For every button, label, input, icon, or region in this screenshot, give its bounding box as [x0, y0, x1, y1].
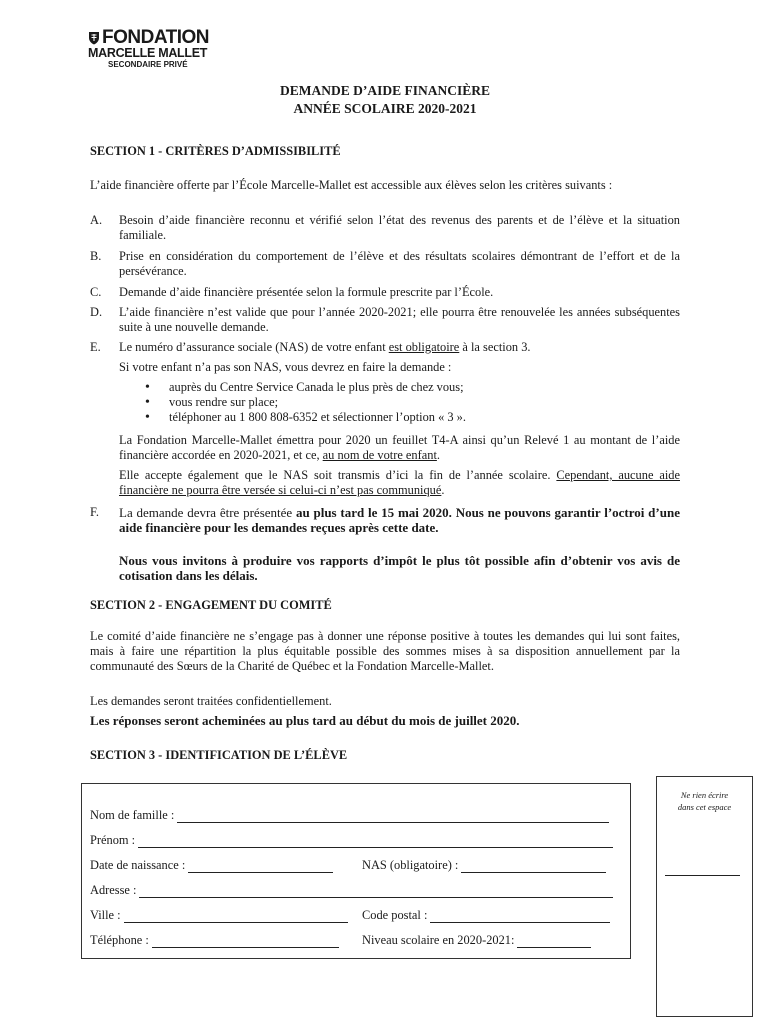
criterion-text: Demande d’aide financière présentée selon la formule prescrite par l’École.: [119, 285, 494, 299]
criterion-label: C.: [90, 285, 102, 299]
student-identification-form: [81, 783, 631, 959]
telephone-label: Téléphone :: [90, 933, 149, 947]
office-use-note: [657, 789, 752, 813]
confidential-note: Les demandes seront traitées confidentiellement.: [90, 694, 332, 708]
list-item: • téléphoner au 1 800 808-6352 et sélectionner l’option « 3 ».: [145, 410, 675, 425]
criterion-e-text-end: à la section 3.: [459, 340, 531, 354]
criterion-label: B.: [90, 249, 102, 263]
list-item: • auprès du Centre Service Canada le plus près de chez vous;: [145, 380, 675, 395]
shield-icon: [88, 31, 100, 45]
t4-emphasis: au nom de votre enfant: [322, 448, 437, 462]
criterion-text: Besoin d’aide financière reconnu et vérifié selon l’état des revenus des parents et de l’élève et la situation familiale.: [119, 213, 680, 242]
section-1-intro: L’aide financière offerte par l’École Marcelle-Mallet est accessible aux élèves selon les critères suivants :: [90, 178, 613, 192]
prenom-row: [90, 833, 613, 848]
nas-accept-paragraph: [119, 468, 680, 498]
office-use-box: [656, 776, 753, 1017]
logo-subtitle: MARCELLE MALLET: [88, 46, 208, 60]
ville-row: [90, 908, 348, 923]
criterion-text: [119, 340, 680, 355]
criterion-text: Prise en considération du comportement de l’élève et des résultats scolaires démontrant de l’effort et de la persévérance.: [119, 249, 680, 278]
prenom-label: Prénom :: [90, 833, 136, 847]
nom-label: Nom de famille :: [90, 808, 175, 822]
list-item: • vous rendre sur place;: [145, 395, 675, 410]
nom-row: [90, 808, 609, 823]
nas-accept-text: Elle accepte également que le NAS soit transmis d’ici la fin de l’année scolaire.: [119, 468, 557, 482]
logo: [88, 28, 228, 69]
criterion-label: F.: [90, 505, 99, 519]
criterion-e: [90, 340, 680, 355]
tax-invite: Nous vous invitons à produire vos rapports d’impôt le plus tôt possible afin d’obtenir vos avis de cotisation dans les délais.: [119, 553, 680, 583]
naissance-row: [90, 858, 333, 873]
code-postal-row: [362, 908, 610, 923]
nas-label: NAS (obligatoire) :: [362, 858, 459, 872]
nas-accept-text-end: .: [441, 483, 445, 497]
section-3-heading: SECTION 3 - IDENTIFICATION DE L’ÉLÈVE: [90, 748, 348, 762]
office-use-note-line-2: dans cet espace: [677, 802, 732, 812]
criterion-e-text: Le numéro d’assurance sociale (NAS) de votre enfant: [119, 340, 389, 354]
criterion-f: [90, 505, 680, 535]
ville-field[interactable]: [124, 910, 348, 923]
criterion-e-emphasis: est obligatoire: [388, 340, 460, 354]
logo-name: FONDATION: [102, 27, 210, 48]
nas-intro: Si votre enfant n’a pas son NAS, vous devrez en faire la demande :: [119, 360, 452, 374]
niveau-label: Niveau scolaire en 2020-2021:: [362, 933, 515, 947]
criterion-c: [90, 285, 680, 300]
criterion-label: E.: [90, 340, 101, 354]
naissance-field[interactable]: [188, 860, 333, 873]
page-title: [0, 82, 770, 118]
t4-text: La Fondation Marcelle-Mallet émettra pour 2020 un feuillet T4-A ainsi qu’un Relevé 1 au montant de l’aide financière accordée en 2020-2021, et ce,: [119, 433, 680, 462]
telephone-field[interactable]: [152, 935, 339, 948]
office-use-note-line-1: Ne rien écrire: [680, 790, 729, 800]
criterion-a: [90, 213, 680, 243]
section-1-heading: SECTION 1 - CRITÈRES D’ADMISSIBILITÉ: [90, 144, 341, 158]
criterion-label: D.: [90, 305, 103, 319]
section-2-heading: SECTION 2 - ENGAGEMENT DU COMITÉ: [90, 598, 332, 612]
criterion-f-text: La demande devra être présentée: [119, 505, 296, 520]
title-line-2: ANNÉE SCOLAIRE 2020-2021: [293, 101, 477, 116]
criterion-f-emphasis: au plus tard le 15 mai 2020. Nous ne pouvons garantir l’octroi d’une aide financière pour les demandes reçues après cette date.: [119, 505, 680, 535]
adresse-field[interactable]: [139, 885, 613, 898]
niveau-field[interactable]: [517, 935, 591, 948]
prenom-field[interactable]: [138, 835, 613, 848]
nas-accept-emphasis: Cependant, aucune aide financière ne pourra être versée si celui-ci n’est pas communiqué: [119, 468, 680, 497]
code-postal-field[interactable]: [430, 910, 610, 923]
nom-field[interactable]: [177, 810, 609, 823]
code-postal-label: Code postal :: [362, 908, 428, 922]
naissance-label: Date de naissance :: [90, 858, 186, 872]
t4-text-end: .: [436, 448, 440, 462]
nas-field[interactable]: [461, 860, 606, 873]
niveau-row: [362, 933, 591, 948]
criterion-text: [119, 505, 680, 535]
adresse-row: [90, 883, 613, 898]
criterion-text: L’aide financière n’est valide que pour l’année 2020-2021; elle pourra être renouvelée les années subséquentes suite à une nouvelle demande.: [119, 305, 680, 334]
criterion-d: [90, 305, 680, 335]
telephone-row: [90, 933, 339, 948]
section-2-paragraph: Le comité d’aide financière ne s’engage pas à donner une réponse positive à toutes les demandes qui lui sont faites, mais à faire une répartition la plus équitable possible des sommes mises à sa disposition annuellement par la communauté des Sœurs de la Charité de Québec et la Fondation Marcelle-Mallet.: [90, 629, 680, 673]
office-use-line: [665, 875, 740, 876]
nas-bullet-list: [145, 380, 675, 425]
response-date-note: Les réponses seront acheminées au plus tard au début du mois de juillet 2020.: [90, 713, 520, 728]
t4-paragraph: [119, 433, 680, 463]
logo-tagline: SECONDAIRE PRIVÉ: [108, 60, 188, 69]
ville-label: Ville :: [90, 908, 121, 922]
adresse-label: Adresse :: [90, 883, 137, 897]
criterion-label: A.: [90, 213, 103, 227]
nas-row: [362, 858, 606, 873]
title-line-1: DEMANDE D’AIDE FINANCIÈRE: [279, 83, 490, 98]
criterion-b: [90, 249, 680, 279]
